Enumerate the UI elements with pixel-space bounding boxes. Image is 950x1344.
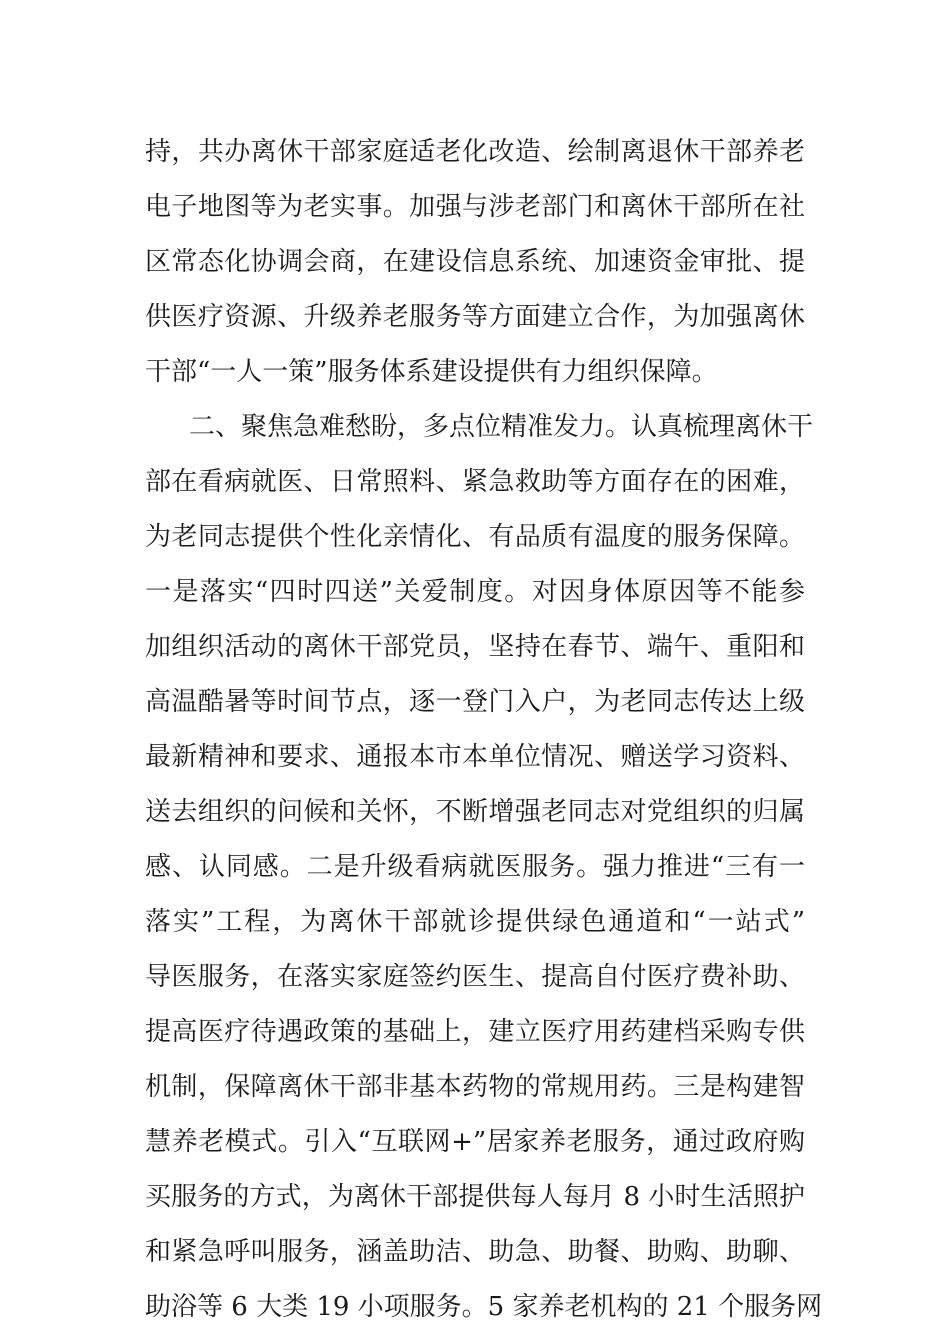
text-line: 落实”工程，为离休干部就诊提供绿色通道和“一站式”: [145, 907, 805, 937]
text-line: 送去组织的问候和关怀，不断增强老同志对党组织的归属: [145, 797, 805, 827]
text-line: 部在看病就医、日常照料、紧急救助等方面存在的困难，: [145, 467, 805, 497]
text-line: 干部“一人一策”服务体系建设提供有力组织保障。: [145, 357, 718, 387]
text-line: 一是落实“四时四送”关爱制度。对因身体原因等不能参: [145, 577, 805, 607]
text-line: 导医服务，在落实家庭签约医生、提高自付医疗费补助、: [145, 962, 805, 992]
text-line: 慧养老模式。引入“互联网+”居家养老服务，通过政府购: [145, 1127, 805, 1157]
text-line: 感、认同感。二是升级看病就医服务。强力推进“三有一: [145, 852, 805, 882]
text-line: 和紧急呼叫服务，涵盖助洁、助急、助餐、助购、助聊、: [145, 1237, 805, 1267]
text-line: 机制，保障离休干部非基本药物的常规用药。三是构建智: [145, 1072, 805, 1102]
text-line: 为老同志提供个性化亲情化、有品质有温度的服务保障。: [145, 522, 805, 552]
body-text: [145, 125, 823, 1335]
text-line: 供医疗资源、升级养老服务等方面建立合作，为加强离休: [145, 302, 805, 332]
text-line: 提高医疗待遇政策的基础上，建立医疗用药建档采购专供: [145, 1017, 805, 1047]
text-line: 加组织活动的离休干部党员，坚持在春节、端午、重阳和: [145, 632, 805, 662]
text-line: 买服务的方式，为离休干部提供每人每月 8 小时生活照护: [145, 1182, 805, 1212]
text-line: 电子地图等为老实事。加强与涉老部门和离休干部所在社: [145, 192, 805, 222]
text-line: 高温酷暑等时间节点，逐一登门入户，为老同志传达上级: [145, 687, 805, 717]
text-line: 持，共办离休干部家庭适老化改造、绘制离退休干部养老: [145, 137, 805, 167]
text-line: 最新精神和要求、通报本市本单位情况、赠送学习资料、: [145, 742, 805, 772]
text-line: 助浴等 6 大类 19 小项服务。5 家养老机构的 21 个服务网: [145, 1292, 823, 1322]
section-heading-line: 二、聚焦急难愁盼，多点位精准发力。认真梳理离休干: [189, 412, 814, 442]
text-line: 区常态化协调会商，在建设信息系统、加速资金审批、提: [145, 247, 805, 277]
